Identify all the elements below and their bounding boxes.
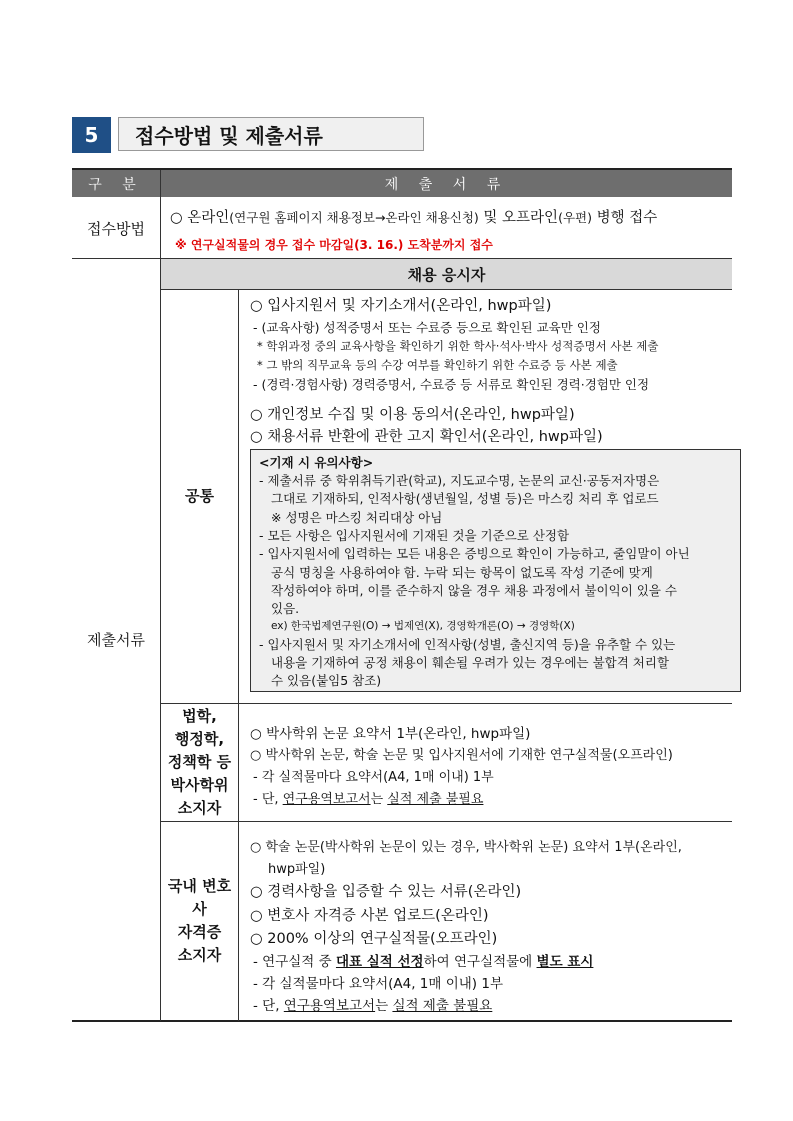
notice-line: - 입사지원서 및 자기소개서에 인적사항(성별, 출신지역 등)을 유추할 수 있는 bbox=[259, 637, 676, 652]
lawyer-line: ○ 경력사항을 입증할 수 있는 서류(온라인) bbox=[250, 884, 522, 900]
phd-line: - 단, 연구용역보고서는 실적 제출 불필요 bbox=[253, 792, 484, 807]
docs-label: 제출서류 bbox=[87, 631, 145, 649]
section-number: 5 bbox=[72, 117, 111, 153]
phd-line: - 각 실적물마다 요약서(A4, 1매 이내) 1부 bbox=[253, 770, 494, 785]
phd-label-line: 법학, bbox=[182, 707, 217, 725]
phd-label-line: 소지자 bbox=[177, 799, 222, 817]
notice-line: 작성하여야 하며, 이를 준수하지 않을 경우 채용 과정에서 불이익이 있을 수 bbox=[271, 583, 677, 598]
common-line: ○ 채용서류 반환에 관한 고지 확인서(온라인, hwp파일) bbox=[250, 429, 603, 445]
method-note: ※ 연구실적물의 경우 접수 마감일(3. 16.) 도착분까지 접수 bbox=[175, 238, 493, 252]
notice-box bbox=[250, 449, 741, 692]
lawyer-line: ○ 변호사 자격증 사본 업로드(온라인) bbox=[250, 908, 489, 924]
rule bbox=[160, 170, 161, 1021]
method-label: 접수방법 bbox=[87, 219, 145, 238]
section-title: 접수방법 및 제출서류 bbox=[118, 117, 424, 151]
phd-label-line: 행정학, bbox=[174, 730, 225, 748]
notice-title: <기재 시 유의사항> bbox=[259, 455, 374, 470]
common-line: ○ 개인정보 수집 및 이용 동의서(온라인, hwp파일) bbox=[250, 407, 575, 423]
lawyer-line: - 단, 연구용역보고서는 실적 제출 불필요 bbox=[253, 998, 493, 1014]
notice-line: ex) 한국법제연구원(O) → 법제연(X), 경영학개론(O) → 경영학(X) bbox=[271, 620, 575, 632]
lawyer-label-line: 국내 변호사 bbox=[167, 877, 232, 918]
notice-line: - 모든 사항은 입사지원서에 기재된 것을 기준으로 산정함 bbox=[259, 528, 570, 543]
phd-label-line: 박사학위 bbox=[170, 776, 229, 794]
lawyer-line: hwp파일) bbox=[268, 862, 326, 877]
common-line: * 학위과정 중의 교육사항을 확인하기 위한 학사·석사·박사 성적증명서 사본 제출 bbox=[257, 339, 659, 353]
rule bbox=[161, 821, 732, 822]
header-category: 구 분 bbox=[72, 170, 160, 197]
common-line: - (경력·경험사항) 경력증명서, 수료증 등 서류로 확인된 경력·경험만 인정 bbox=[253, 377, 650, 392]
notice-line: 수 있음(붙임5 참조) bbox=[271, 673, 382, 688]
lawyer-line: ○ 학술 논문(박사학위 논문이 있는 경우, 박사학위 논문) 요약서 1부(온라인, bbox=[250, 840, 682, 855]
notice-line: 있음. bbox=[271, 601, 300, 616]
table-bottom-rule bbox=[72, 1020, 732, 1022]
method-line: ○ 온라인(연구원 홈페이지 채용정보→온라인 채용신청) 및 오프라인(우편) 병행 접수 bbox=[170, 210, 658, 226]
notice-line: - 제출서류 중 학위취득기관(학교), 지도교수명, 논문의 교신·공동저자명은 bbox=[259, 473, 660, 488]
phd-line: ○ 박사학위 논문, 학술 논문 및 입사지원서에 기재한 연구실적물(오프라인) bbox=[250, 748, 673, 763]
header-documents: 제 출 서 류 bbox=[161, 170, 732, 197]
common-line: ○ 입사지원서 및 자기소개서(온라인, hwp파일) bbox=[250, 298, 552, 314]
lawyer-label-line: 자격증 bbox=[177, 923, 222, 941]
phd-label bbox=[161, 704, 238, 821]
common-line: - (교육사항) 성적증명서 또는 수료증 등으로 확인된 교육만 인정 bbox=[253, 320, 601, 335]
notice-line: ※ 성명은 마스킹 처리대상 아님 bbox=[271, 510, 443, 525]
notice-line: 그대로 기재하되, 인적사항(생년월일, 성별 등)은 마스킹 처리 후 업로드 bbox=[271, 491, 659, 506]
notice-line: - 입사지원서에 입력하는 모든 내용은 증빙으로 확인이 가능하고, 줄임말이 아닌 bbox=[259, 546, 690, 561]
lawyer-line: ○ 200% 이상의 연구실적물(오프라인) bbox=[250, 931, 498, 947]
rule bbox=[161, 289, 732, 290]
rule bbox=[238, 290, 239, 1021]
lawyer-line: - 연구실적 중 대표 실적 선정하여 연구실적물에 별도 표시 bbox=[253, 954, 594, 970]
lawyer-label bbox=[161, 822, 238, 1020]
phd-label-line: 정책학 등 bbox=[167, 753, 232, 771]
rule bbox=[161, 703, 732, 704]
subheader-applicant: 채용 응시자 bbox=[161, 259, 732, 289]
common-line: * 그 밖의 직무교육 등의 수강 여부를 확인하기 위한 수료증 등 사본 제출 bbox=[257, 358, 618, 372]
notice-line: 내용을 기재하여 공정 채용이 훼손될 우려가 있는 경우에는 불합격 처리할 bbox=[271, 655, 670, 670]
phd-line: ○ 박사학위 논문 요약서 1부(온라인, hwp파일) bbox=[250, 726, 531, 742]
notice-line: 공식 명칭을 사용하여야 함. 누락 되는 항목이 없도록 작성 기준에 맞게 bbox=[271, 565, 653, 580]
common-label: 공통 bbox=[185, 487, 214, 505]
lawyer-label-line: 소지자 bbox=[177, 946, 222, 964]
lawyer-line: - 각 실적물마다 요약서(A4, 1매 이내) 1부 bbox=[253, 976, 503, 992]
